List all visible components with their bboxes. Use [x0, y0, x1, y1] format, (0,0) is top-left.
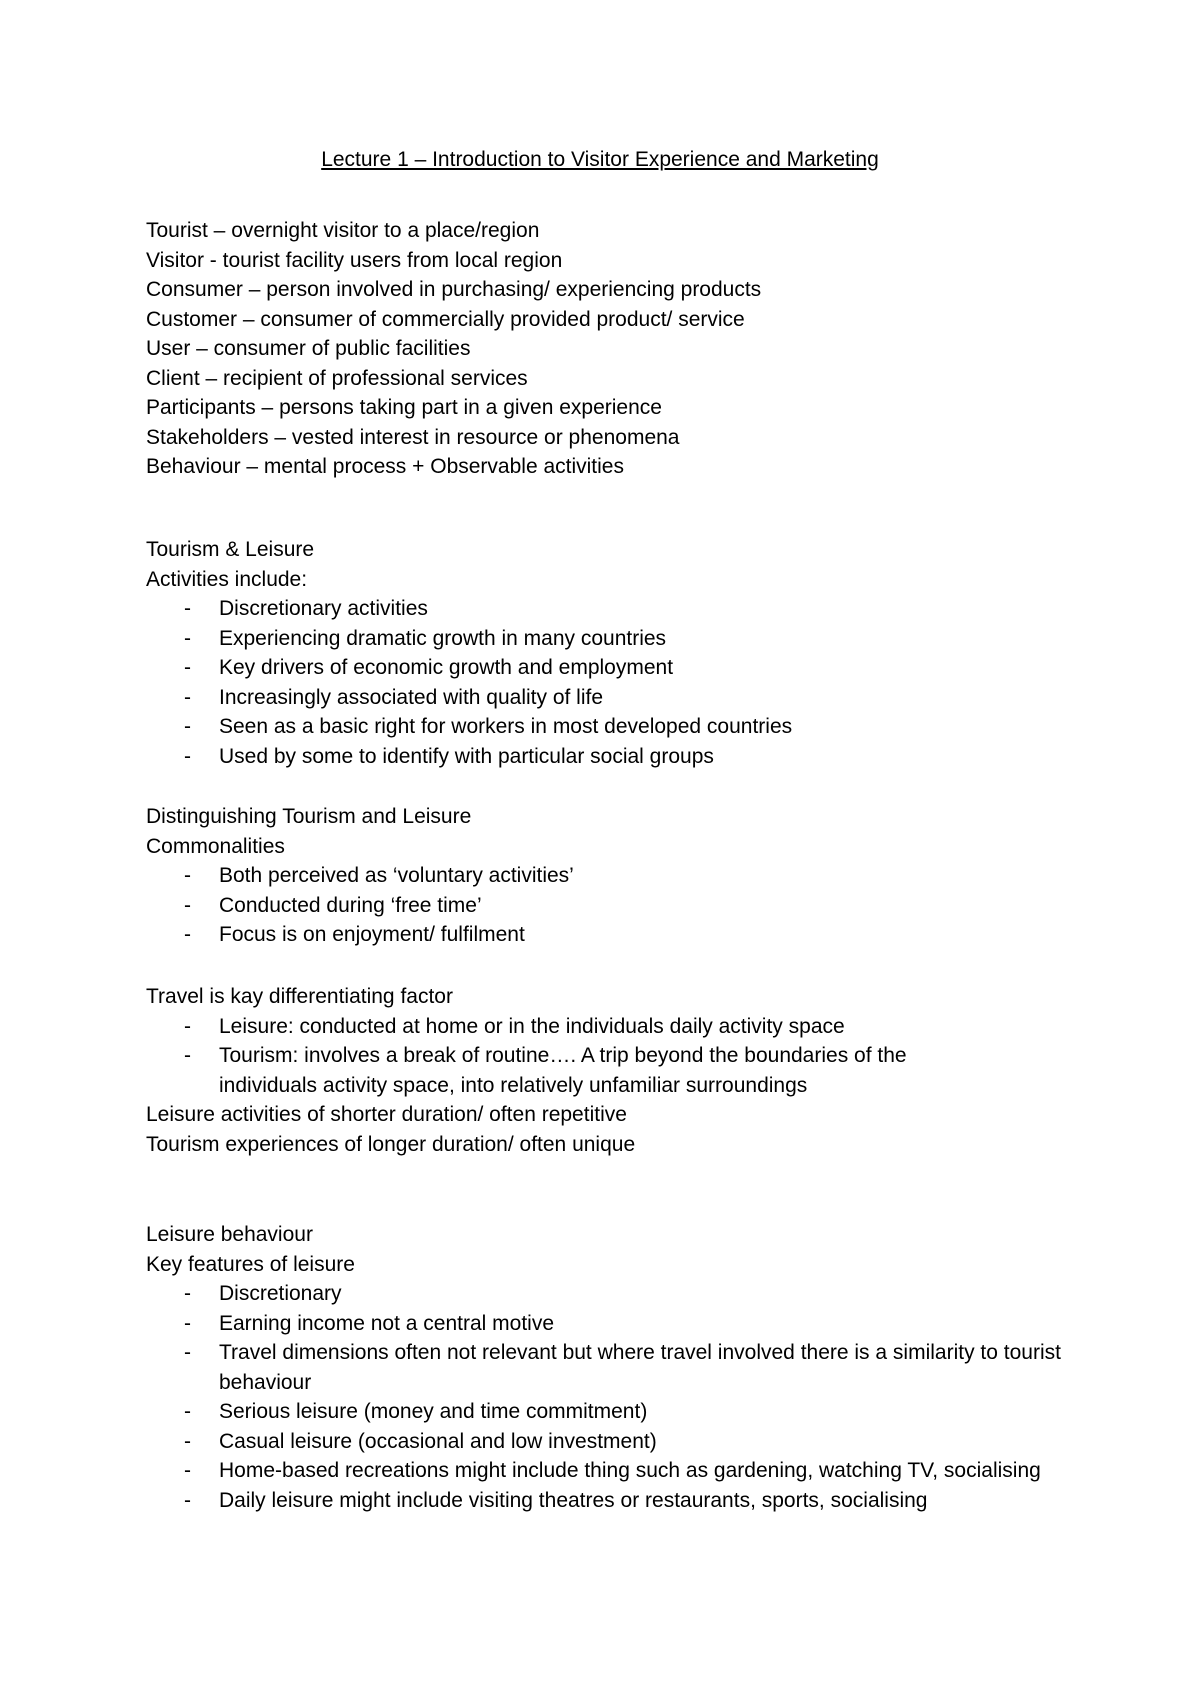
bullet-item: - Home-based recreations might include thing such as gardening, watching TV, socialising	[146, 1456, 1076, 1486]
tourism-leisure-section	[146, 535, 1106, 771]
bullet-item: - Leisure: conducted at home or in the individuals daily activity space	[146, 1012, 976, 1042]
bullet-item: - Both perceived as ‘voluntary activities’	[146, 861, 1106, 891]
definition-item: Client – recipient of professional services	[146, 366, 528, 390]
dash-marker: -	[184, 1014, 191, 1038]
dash-marker: -	[184, 744, 191, 768]
definition-item: Customer – consumer of commercially provided product/ service	[146, 307, 745, 331]
definition-item: Participants – persons taking part in a given experience	[146, 396, 662, 419]
section-subheading: Commonalities	[146, 834, 285, 858]
dash-marker: -	[184, 626, 191, 650]
bullet-item: - Daily leisure might include visiting theatres or restaurants, sports, socialising	[146, 1486, 1076, 1516]
page-title: Lecture 1 – Introduction to Visitor Experience and Marketing	[321, 148, 879, 171]
bullet-item: - Serious leisure (money and time commitment)	[146, 1397, 1076, 1427]
dash-marker: -	[184, 1282, 191, 1305]
dash-marker: -	[184, 923, 191, 946]
bullet-item: - Travel dimensions often not relevant but where travel involved there is a similarity to tourist behaviour	[146, 1338, 1076, 1397]
definition-item: Consumer – person involved in purchasing/ experiencing products	[146, 278, 762, 301]
bullet-item: - Increasingly associated with quality of life	[146, 683, 1106, 713]
dash-marker: -	[184, 656, 191, 679]
distinguishing-section	[146, 802, 1106, 950]
section-heading: Tourism & Leisure	[146, 538, 315, 561]
dash-marker: -	[184, 715, 191, 738]
section-heading: Distinguishing Tourism and Leisure	[146, 805, 472, 828]
definition-item: User – consumer of public facilities	[146, 337, 471, 360]
travel-section	[146, 982, 976, 1159]
bullet-item: - Tourism: involves a break of routine…. A trip beyond the boundaries of the individuals activity space, into relatively unfamiliar surroundings	[146, 1041, 976, 1100]
bullet-item: - Used by some to identify with particular social groups	[146, 742, 1106, 772]
dash-marker: -	[184, 1429, 191, 1453]
bullet-item: - Earning income not a central motive	[146, 1309, 1076, 1339]
text-line: Tourism experiences of longer duration/ often unique	[146, 1132, 636, 1156]
bullet-item: - Conducted during ‘free time’	[146, 891, 1106, 921]
definition-item: Visitor - tourist facility users from local region	[146, 248, 563, 272]
dash-marker: -	[184, 1341, 191, 1364]
dash-marker: -	[184, 597, 191, 620]
section-heading: Travel is kay differentiating factor	[146, 985, 453, 1008]
bullet-item: - Discretionary	[146, 1279, 1076, 1309]
dash-marker: -	[184, 864, 191, 887]
dash-marker: -	[184, 1488, 191, 1512]
definition-item: Behaviour – mental process + Observable activities	[146, 455, 624, 478]
dash-marker: -	[184, 1044, 191, 1067]
section-heading: Leisure behaviour	[146, 1223, 313, 1246]
dash-marker: -	[184, 893, 191, 917]
dash-marker: -	[184, 1311, 191, 1335]
dash-marker: -	[184, 1459, 191, 1482]
dash-marker: -	[184, 685, 191, 709]
definition-item: Stakeholders – vested interest in resource or phenomena	[146, 425, 680, 449]
bullet-item: - Discretionary activities	[146, 594, 1106, 624]
bullet-item: - Focus is on enjoyment/ fulfilment	[146, 920, 1106, 950]
definition-item: Tourist – overnight visitor to a place/region	[146, 219, 540, 242]
bullet-item: - Experiencing dramatic growth in many countries	[146, 624, 1106, 654]
section-subheading: Activities include:	[146, 567, 308, 591]
bullet-item: - Seen as a basic right for workers in most developed countries	[146, 712, 1106, 742]
definitions-list	[146, 216, 1106, 482]
dash-marker: -	[184, 1400, 191, 1423]
leisure-behaviour-section	[146, 1220, 1076, 1515]
section-subheading: Key features of leisure	[146, 1252, 355, 1276]
bullet-item: - Key drivers of economic growth and employment	[146, 653, 1106, 683]
text-line: Leisure activities of shorter duration/ often repetitive	[146, 1103, 627, 1126]
bullet-item: - Casual leisure (occasional and low investment)	[146, 1427, 1076, 1457]
